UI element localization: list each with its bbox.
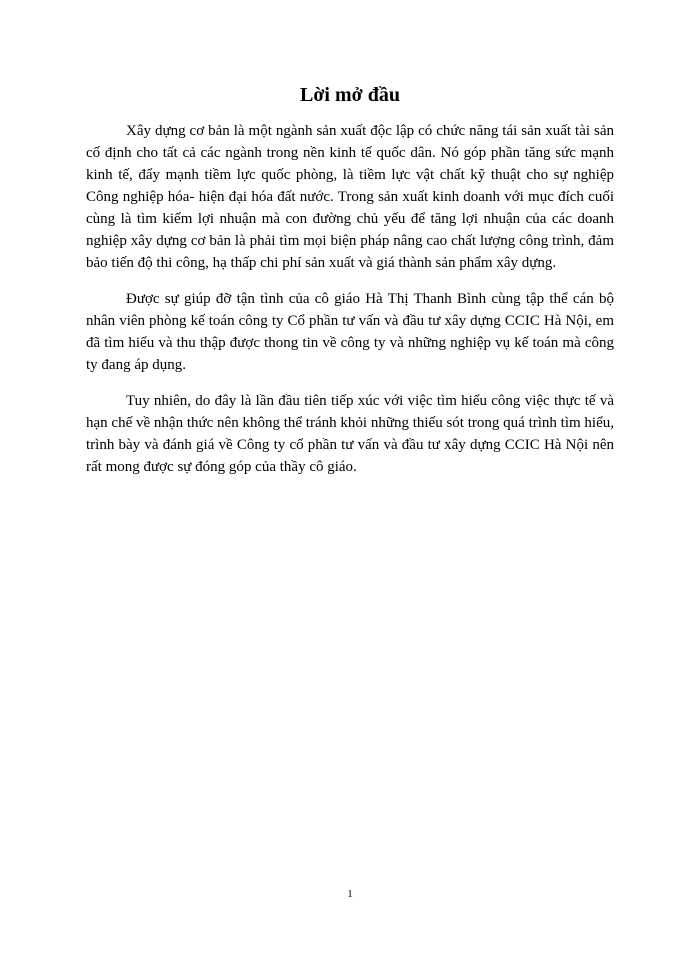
paragraph-2: Được sự giúp đỡ tận tình của cô giáo Hà Thị Thanh Bình cùng tập thể cán bộ nhân viên phòng kế toán công ty Cổ phần tư vấn và đầu tư xây dựng CCIC Hà Nội, em đã tìm hiểu và thu thập được thong tin về công ty và những nghiệp vụ kế toán mà công ty đang áp dụng.: [86, 291, 614, 373]
document-body: [86, 120, 614, 492]
paragraph-1: Xây dựng cơ bản là một ngành sản xuất độc lập có chức năng tái sản xuất tài sản cố định cho tất cả các ngành trong nền kinh tế quốc dân. Nó góp phần tăng sức mạnh kinh tế, đẩy mạnh tiềm lực quốc phòng, là tiềm lực vật chất kỹ thuật cho sự nghiệp Công nghiệp hóa- hiện đại hóa đất nước. Trong sản xuất kinh doanh với mục đích cuối cùng là tìm kiếm lợi nhuận mà con đường chủ yếu để tăng lợi nhuận của các doanh nghiệp xây dựng cơ bản là phải tìm mọi biện pháp nâng cao chất lượng công trình, đảm bảo tiến độ thi công, hạ thấp chi phí sản xuất và giá thành sản phẩm xây dựng.: [86, 123, 614, 271]
page-number: 1: [347, 888, 353, 900]
paragraph-3: Tuy nhiên, do đây là lần đầu tiên tiếp xúc với việc tìm hiểu công việc thực tế và hạn chế về nhận thức nên không thể tránh khỏi những thiếu sót trong quá trình tìm hiểu, trình bày và đánh giá về Công ty cổ phần tư vấn và đầu tư xây dựng CCIC Hà Nội nên rất mong được sự đóng góp của thầy cô giáo.: [86, 393, 614, 475]
page-title: Lời mở đầu: [300, 84, 400, 106]
